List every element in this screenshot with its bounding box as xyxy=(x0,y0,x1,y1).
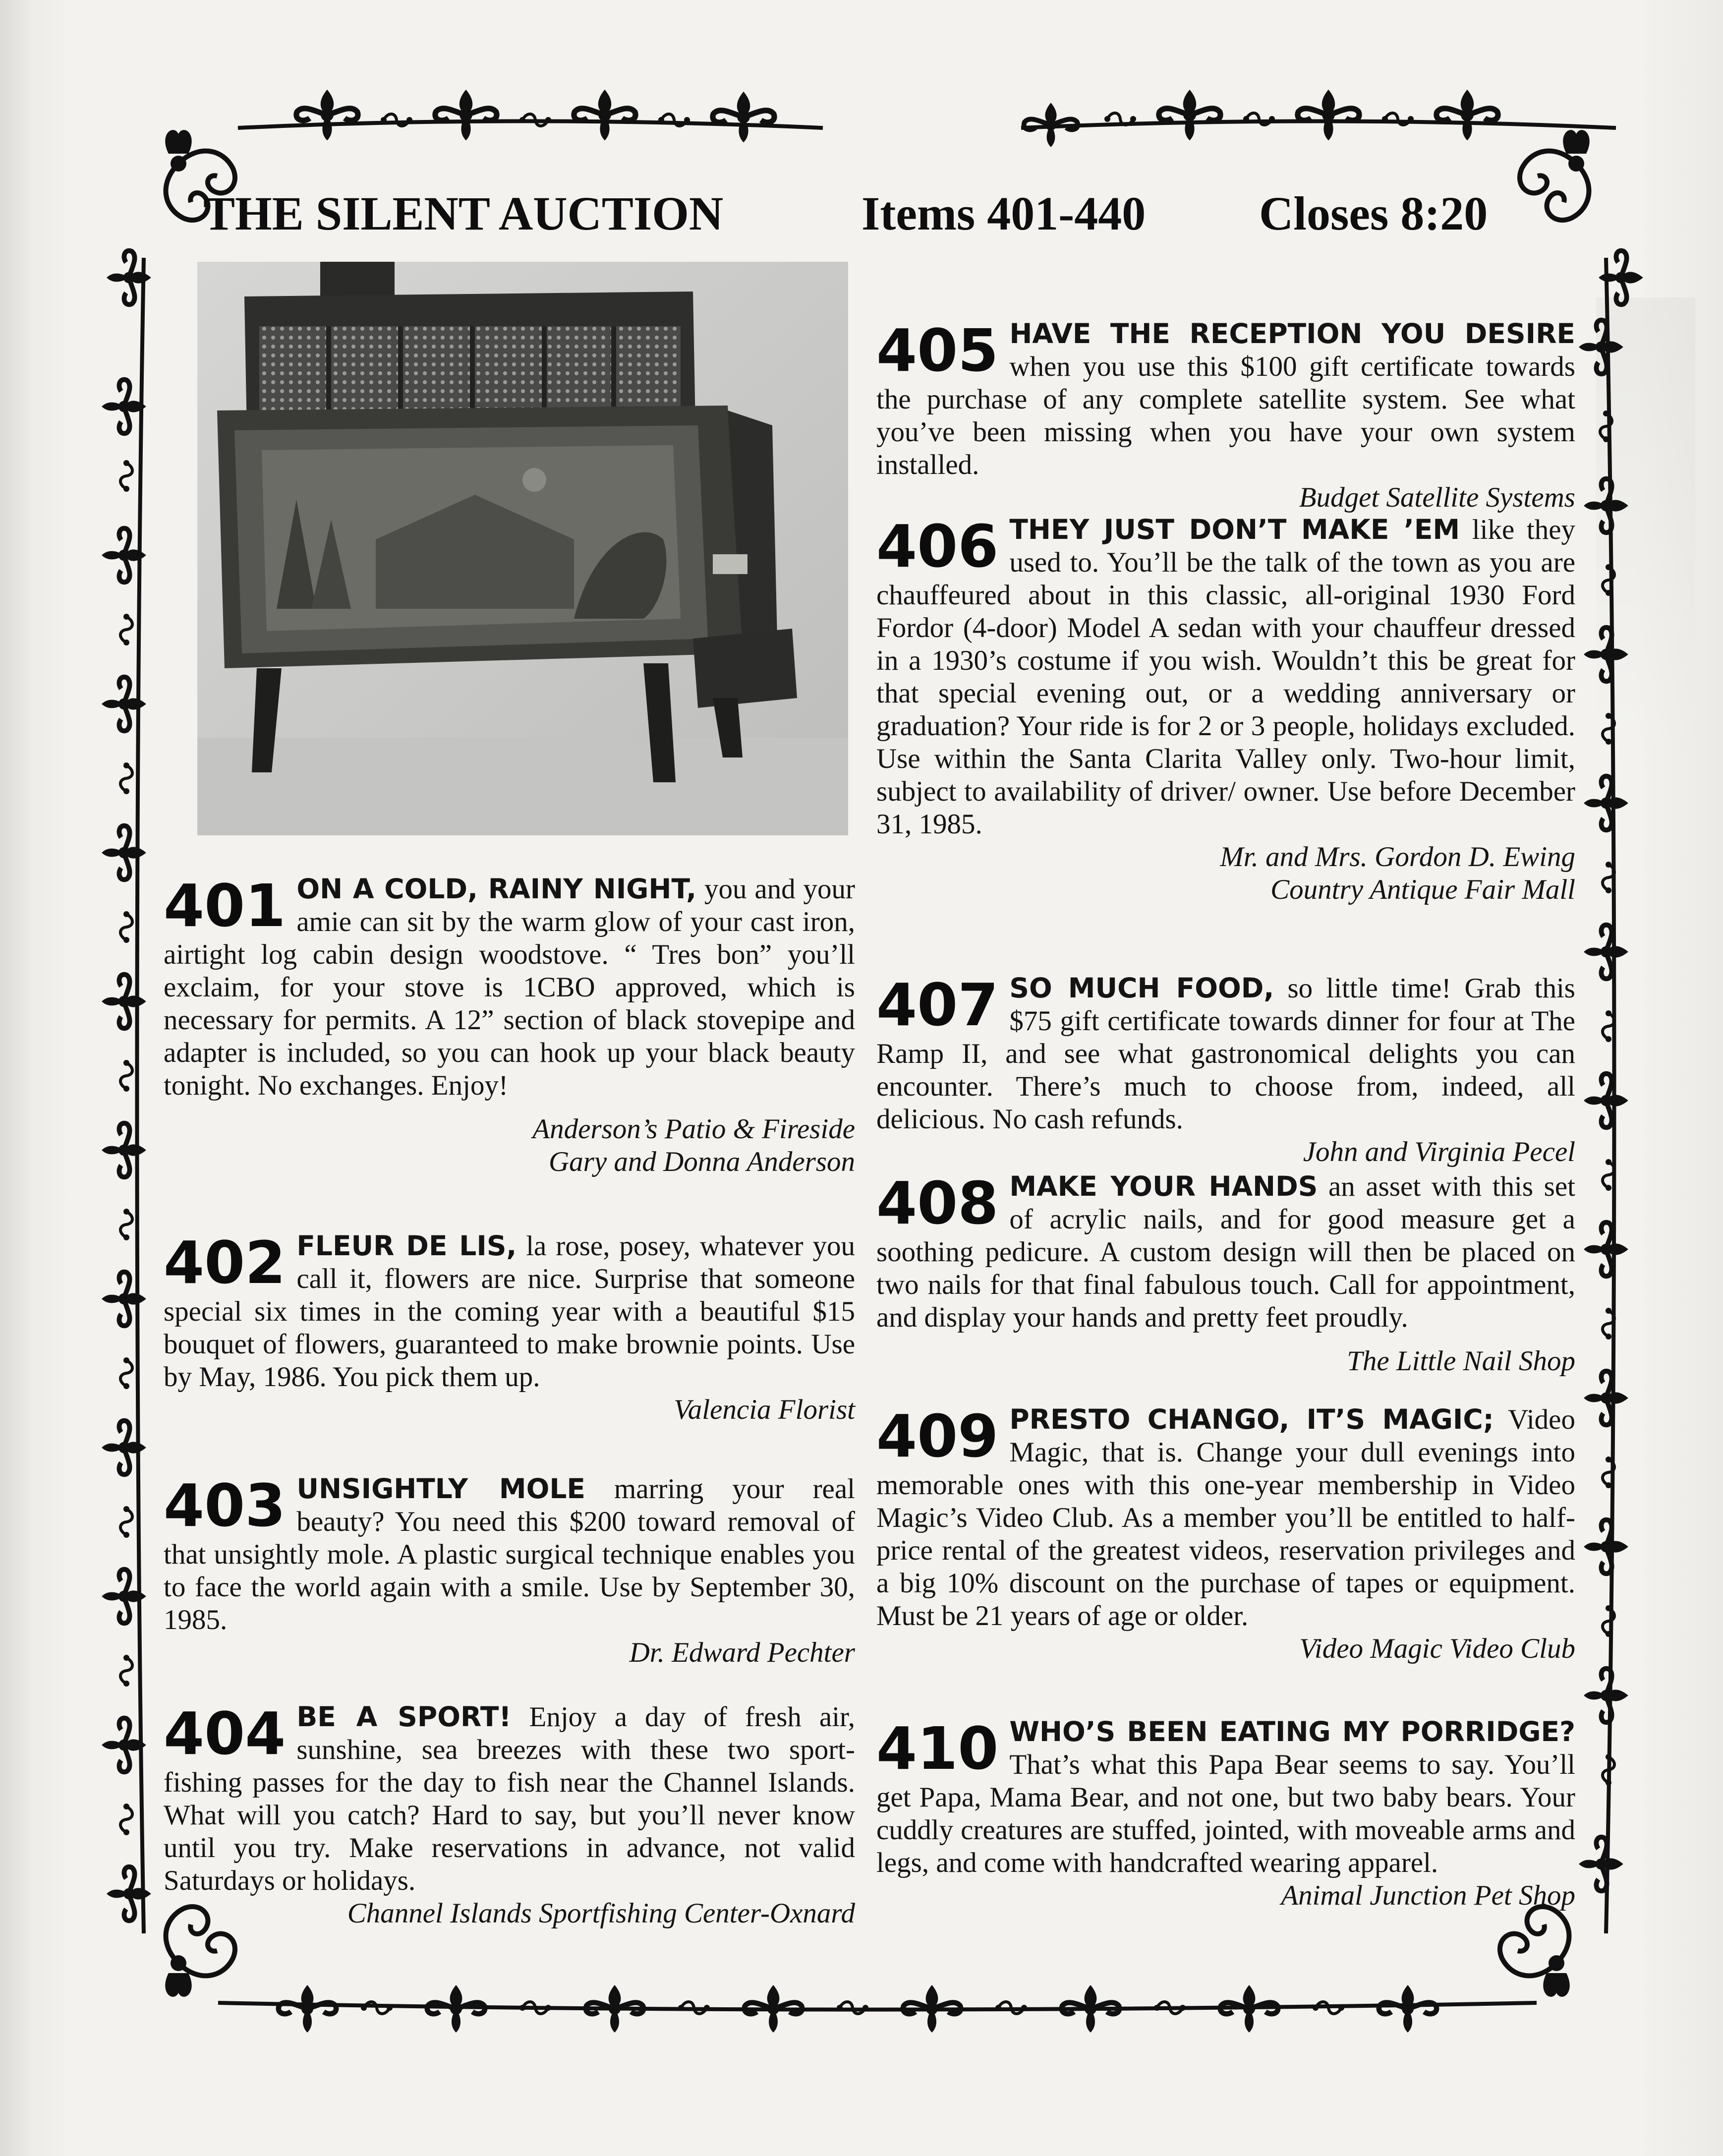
item-description: when you use this $100 gift certificate towards the purchase of any complete satellite system. See what you’ve been missing when you have your own system installed. xyxy=(876,351,1575,480)
item-lead: MAKE YOUR HANDS xyxy=(1009,1170,1318,1202)
woodstove-photo xyxy=(197,262,848,835)
item-description: an asset with this set of acrylic nails, and for good measure get a soothing pedicure. A custom design will then be placed on two nails for that final fabulous touch. Call for appointment, and display your hands and pretty feet proudly. xyxy=(876,1171,1576,1333)
item-description: Video Magic, that is. Change your dull evenings into memorable ones with this one-year membership in Video Magic’s Video Club. As a member you’ll be entitled to half-price rental of the greatest videos, reservation privileges and a big 10% discount on the purchase of tapes or equipment. Must be 21 years of age or older. xyxy=(876,1404,1575,1632)
item-lead: WHO’S BEEN EATING MY PORRIDGE? xyxy=(1009,1716,1575,1748)
item-number: 405 xyxy=(876,316,999,385)
item-donor: John and Virginia Pecel xyxy=(1303,1136,1575,1167)
items-range: Items 401-440 xyxy=(862,187,1146,240)
auction-item-401 xyxy=(164,873,855,1178)
item-description: you and your amie can sit by the warm glow of your cast iron, airtight log cabin design woodstove. “ Tres bon” you’ll exclaim, for your stove is 1CBO approved, which is necessary for permits. A 12” section of black stovepipe and adapter is included, so you can hook up your black beauty tonight. No exchanges. Enjoy! xyxy=(164,874,856,1101)
item-lead: THEY JUST DON’T MAKE ’EM xyxy=(1009,514,1460,545)
item-number: 409 xyxy=(876,1402,999,1470)
auction-item-402 xyxy=(164,1229,855,1426)
auction-item-410 xyxy=(876,1715,1575,1912)
item-description: la rose, posey, whatever you call it, flowers are nice. Surprise that someone special six times in the coming year with a beautiful $15 bouquet of flowers, guaranteed to make brownie points. Use by May, 1986. You pick them up. xyxy=(164,1230,855,1393)
closing-time: Closes 8:20 xyxy=(1259,187,1488,240)
item-lead: FLEUR DE LIS, xyxy=(296,1230,517,1262)
auction-item-408 xyxy=(876,1170,1575,1378)
item-number: 410 xyxy=(876,1714,999,1783)
item-donor: Valencia Florist xyxy=(674,1394,855,1425)
item-donor: Animal Junction Pet Shop xyxy=(1281,1880,1575,1911)
item-lead: HAVE THE RECEPTION YOU DESIRE xyxy=(1009,318,1575,350)
item-lead: ON A COLD, RAINY NIGHT, xyxy=(296,873,697,905)
item-description: marring your real beauty? You need this $200 toward removal of that unsightly mole. A plastic surgical technique enables you to face the world again with a smile. Use by September 30, 1985. xyxy=(164,1473,855,1635)
item-lead: BE A SPORT! xyxy=(296,1701,512,1733)
item-donor: Video Magic Video Club xyxy=(1299,1633,1575,1664)
item-number: 402 xyxy=(164,1228,286,1297)
item-lead: SO MUCH FOOD, xyxy=(1009,972,1274,1004)
item-donor: Budget Satellite Systems xyxy=(1299,482,1575,513)
item-donor: Channel Islands Sportfishing Center-Oxnard xyxy=(347,1898,855,1929)
item-number: 404 xyxy=(164,1699,286,1768)
item-number: 406 xyxy=(876,512,999,581)
item-description: Enjoy a day of fresh air, sunshine, sea breezes with these two sport-fishing passes for the day to fish near the Channel Islands. What will you catch? Hard to say, but you’ll never know until you try. Make reservations in advance, not valid Saturdays or holidays. xyxy=(164,1701,856,1896)
auction-item-403 xyxy=(164,1472,855,1669)
item-donor: Dr. Edward Pechter xyxy=(629,1637,855,1668)
auction-item-406 xyxy=(876,513,1575,906)
auction-item-407 xyxy=(876,972,1575,1168)
item-description: like they used to. You’ll be the talk of the town as you are chauffeured about in this classic, all-original 1930 Ford Fordor (4-door) Model A sedan with your chauffeur dressed in a 1930’s costume if you wish. Wouldn’t this be great for that special evening out, or a wedding anniversary or graduation? Your ride is for 2 or 3 people, holidays excluded. Use within the Santa Clarita Valley only. Two-hour limit, subject to availability of driver/ owner. Use before December 31, 1985. xyxy=(876,514,1576,840)
auction-item-404 xyxy=(164,1700,855,1930)
item-number: 408 xyxy=(876,1169,999,1237)
item-lead: PRESTO CHANGO, IT’S MAGIC; xyxy=(1009,1403,1494,1435)
item-description: That’s what this Papa Bear seems to say. You’ll get Papa, Mama Bear, and not one, but two baby bears. Your cuddly creatures are stuffed, jointed, with moveable arms and legs, and come with handcrafted wearing apparel. xyxy=(876,1749,1575,1878)
item-donor: Anderson’s Patio & Fireside xyxy=(532,1113,855,1145)
item-number: 401 xyxy=(164,872,286,940)
item-donor-location: Country Antique Fair Mall xyxy=(1270,874,1575,905)
page-title: THE SILENT AUCTION xyxy=(203,187,724,240)
item-number: 407 xyxy=(876,971,999,1039)
item-description: so little time! Grab this $75 gift certificate towards dinner for four at The Ramp II, and see what gastronomical delights you can encounter. There’s much to choose from, indeed, all delicious. No cash refunds. xyxy=(876,973,1575,1135)
item-donor: Mr. and Mrs. Gordon D. Ewing xyxy=(1220,841,1575,873)
item-lead: UNSIGHTLY MOLE xyxy=(296,1473,585,1505)
auction-item-405 xyxy=(876,317,1575,514)
item-number: 403 xyxy=(164,1471,286,1540)
item-donor-contact: Gary and Donna Anderson xyxy=(548,1146,855,1177)
auction-item-409 xyxy=(876,1403,1575,1665)
item-donor: The Little Nail Shop xyxy=(1347,1345,1575,1377)
